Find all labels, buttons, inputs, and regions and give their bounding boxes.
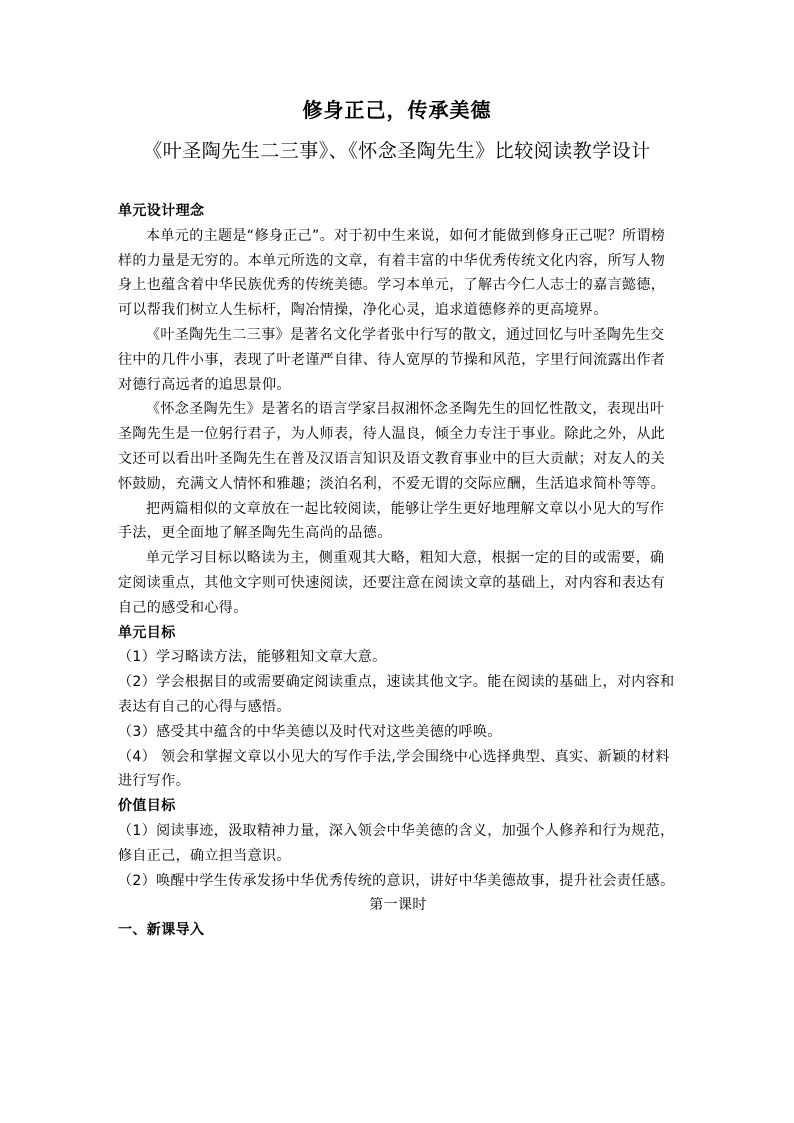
document-body <box>118 199 678 943</box>
section-heading-goals: 单元目标 <box>118 624 176 641</box>
lesson-part-heading: 一、新课导入 <box>118 922 205 939</box>
document-title: 修身正己，传承美德 <box>302 98 492 122</box>
paragraph: 《叶圣陶先生二三事》是著名文化学者张中行写的散文，通过回忆与叶圣陶先生交往中的几件小事，表现了叶老谨严自律、待人宽厚的节操和风范，字里行间流露出作者对德行高远者的追思景仰。 <box>118 326 666 393</box>
paragraph: 本单元的主题是“修身正己”。对于初中生来说，如何才能做到修身正己呢？所谓榜样的力量是无穷的。本单元所选的文章，有着丰富的中华优秀传统文化内容，所写人物身上也蕴含着中华民族优秀的传统美德。学习本单元，了解古今仁人志士的嘉言懿德，可以帮我们树立人生标杆，陶冶情操，净化心灵，追求道德修养的更高境界。 <box>118 227 666 319</box>
list-item: （2）学会根据目的或需要确定阅读重点，速读其他文字。能在阅读的基础上，对内容和表达有自己的心得与感悟。 <box>118 674 675 715</box>
list-item: （1）阅读事迹，汲取精神力量，深入领会中华美德的含义，加强个人修养和行为规范，修自正己，确立担当意识。 <box>118 822 675 864</box>
document-subtitle: 《叶圣陶先生二三事》、《怀念圣陶先生》比较阅读教学设计 <box>143 140 651 162</box>
section-heading-values: 价值目标 <box>118 798 176 815</box>
list-item: （2）唤醒中学生传承发扬中华优秀传统的意识，讲好中华美德故事，提升社会责任感。 <box>118 872 675 889</box>
lesson-label: 第一课时 <box>369 897 427 914</box>
section-heading-design: 单元设计理念 <box>118 203 205 219</box>
paragraph: 单元学习目标以略读为主，侧重观其大略，粗知大意，根据一定的目的或需要，确定阅读重点，其他文字则可快速阅读，还要注意在阅读文章的基础上，对内容和表达有自己的感受和心得。 <box>118 550 666 616</box>
paragraph: 把两篇相似的文章放在一起比较阅读，能够让学生更好地理解文章以小见大的写作手法，更全面地了解圣陶先生高尚的品德。 <box>118 500 665 542</box>
list-item: （3）感受其中蕴含的中华美德以及时代对这些美德的呼唤。 <box>118 723 502 740</box>
paragraph: 《怀念圣陶先生》是著名的语言学家吕叔湘怀念圣陶先生的回忆性散文，表现出叶圣陶先生是一位躬行君子，为人师表，待人温良，倾全力专注于事业。除此之外，从此文还可以看出叶圣陶先生在普及汉语言知识及语文教育事业中的巨大贡献；对友人的关怀鼓励，充满文人情怀和雅趣；淡泊名利，不爱无谓的交际应酬，生活追求简朴等等。 <box>118 401 666 492</box>
list-item: （1）学习略读方法，能够粗知文章大意。 <box>118 649 387 666</box>
list-item: （4） 领会和掌握文章以小见大的写作手法,学会围绕中心选择典型、真实、新颖的材料进行写作。 <box>118 748 670 790</box>
